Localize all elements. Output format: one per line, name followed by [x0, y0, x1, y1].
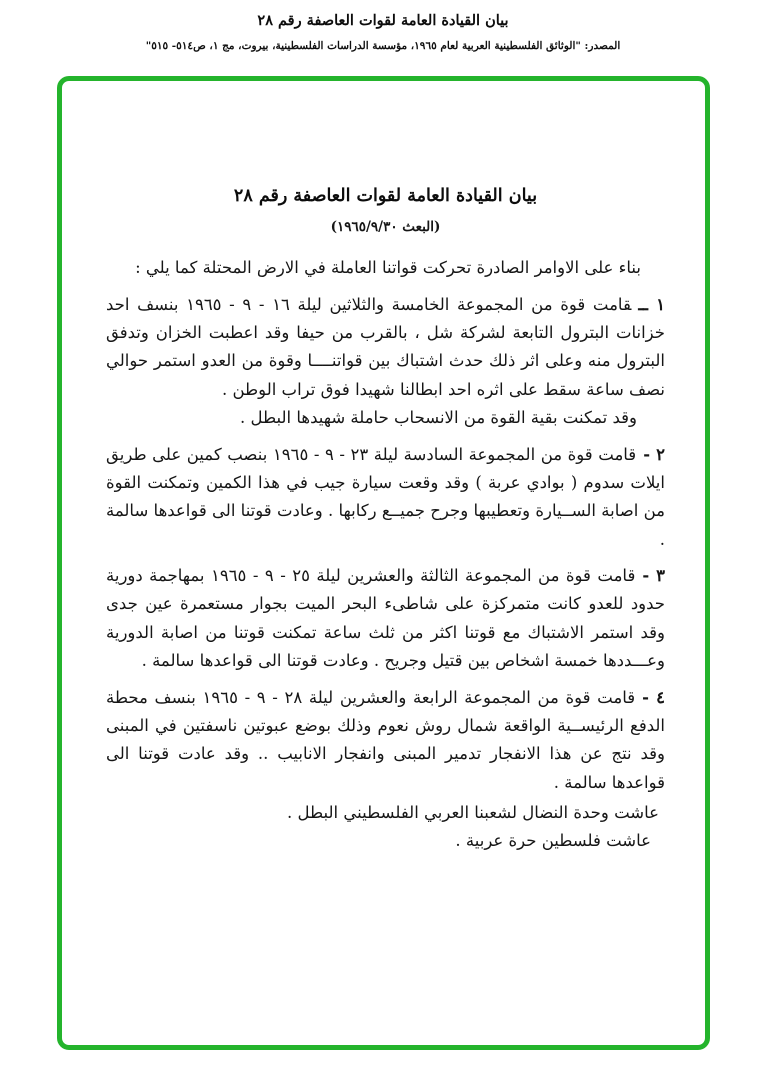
list-item-2	[106, 441, 665, 555]
item-1-text: قامت قوة من المجموعة الخامسة والثلاثين ليلة ١٦ - ٩ - ١٩٦٥ بنسف احد خزانات البترول التابعة لشركة شل ، بالقرب من حيفا وقد اعطبت الخزان وتدفق البترول منه وعلى اثر ذلك حدث اشتباك بين قواتنــــا وقوة من العدو استمر حوالي نصف ساعة سقط على اثره احد ابطالنا شهيدا فوق تراب الوطن .	[106, 294, 665, 399]
page-header	[0, 0, 766, 52]
item-2-number: ٢ -	[643, 444, 665, 464]
source-citation: المصدر: "الوثائق الفلسطينية العربية لعام ١٩٦٥، مؤسسة الدراسات الفلسطينية، بيروت، مج ١، ص٥١٤- ٥١٥"	[145, 40, 621, 52]
closing-line-palestine: عاشت فلسطين حرة عربية .	[455, 831, 651, 851]
list-item-3	[106, 562, 665, 676]
item-2-text: قامت قوة من المجموعة السادسة ليلة ٢٣ - ٩ - ١٩٦٥ بنصب كمين على طريق ايلات سدوم ( بوادي عربة ) وقد وقعت سيارة جيب في هذا الكمين وتمكنت القوة من اصابة الســيارة وتعطيبها وجرح جميــع ركابها . وعادت قوتنا الى قواعدها سالمة .	[106, 444, 665, 549]
document-title: بيان القيادة العامة لقوات العاصفة رقم ٢٨	[233, 186, 538, 206]
item-1-continuation: وقد تمكنت بقية القوة من الانسحاب حاملة شهيدها البطل .	[240, 408, 637, 428]
document-date-line: (البعث ١٩٦٥/٩/٣٠)	[330, 219, 441, 236]
intro-paragraph: بناء على الاوامر الصادرة تحركت قواتنا العاملة في الارض المحتلة كما يلي :	[135, 258, 641, 278]
item-4-number: ٤ -	[642, 687, 665, 707]
closing-line-struggle: عاشت وحدة النضال لشعبنا العربي الفلسطيني البطل .	[287, 803, 659, 823]
page-title: بيان القيادة العامة لقوات العاصفة رقم ٢٨	[257, 12, 509, 29]
list-item-1	[106, 291, 665, 405]
item-3-number: ٣ -	[642, 566, 666, 586]
document-content	[62, 81, 705, 856]
item-4-text: قامت قوة من المجموعة الرابعة والعشرين ليلة ٢٨ - ٩ - ١٩٦٥ بنسف محطة الدفع الرئيســية الواقعة شمال روش نعوم وذلك بوضع عبوتين ناسفتين في المبنى وقد نتج عن هذا الانفجار تدمير المبنى وانفجار الانابيب .. وقد عادت قوتنا الى قواعدها سالمة .	[106, 687, 665, 792]
list-item-4	[106, 684, 665, 798]
item-3-text: قامت قوة من المجموعة الثالثة والعشرين ليلة ٢٥ - ٩ - ١٩٦٥ بمهاجمة دورية حدود للعدو كانت متمركزة على شاطىء البحر الميت بجوار مستعمرة عين جدى وقد استمر الاشتباك مع قوتنا اكثر من ثلث ساعة تمكنت قوتنا من اصابة الدورية وعـــددها خمسة اشخاص بين قتيل وجريح . وعادت قوتنا الى قواعدها سالمة .	[106, 566, 665, 671]
item-1-number: ١ ــ	[638, 294, 665, 314]
green-document-frame	[57, 76, 710, 1050]
